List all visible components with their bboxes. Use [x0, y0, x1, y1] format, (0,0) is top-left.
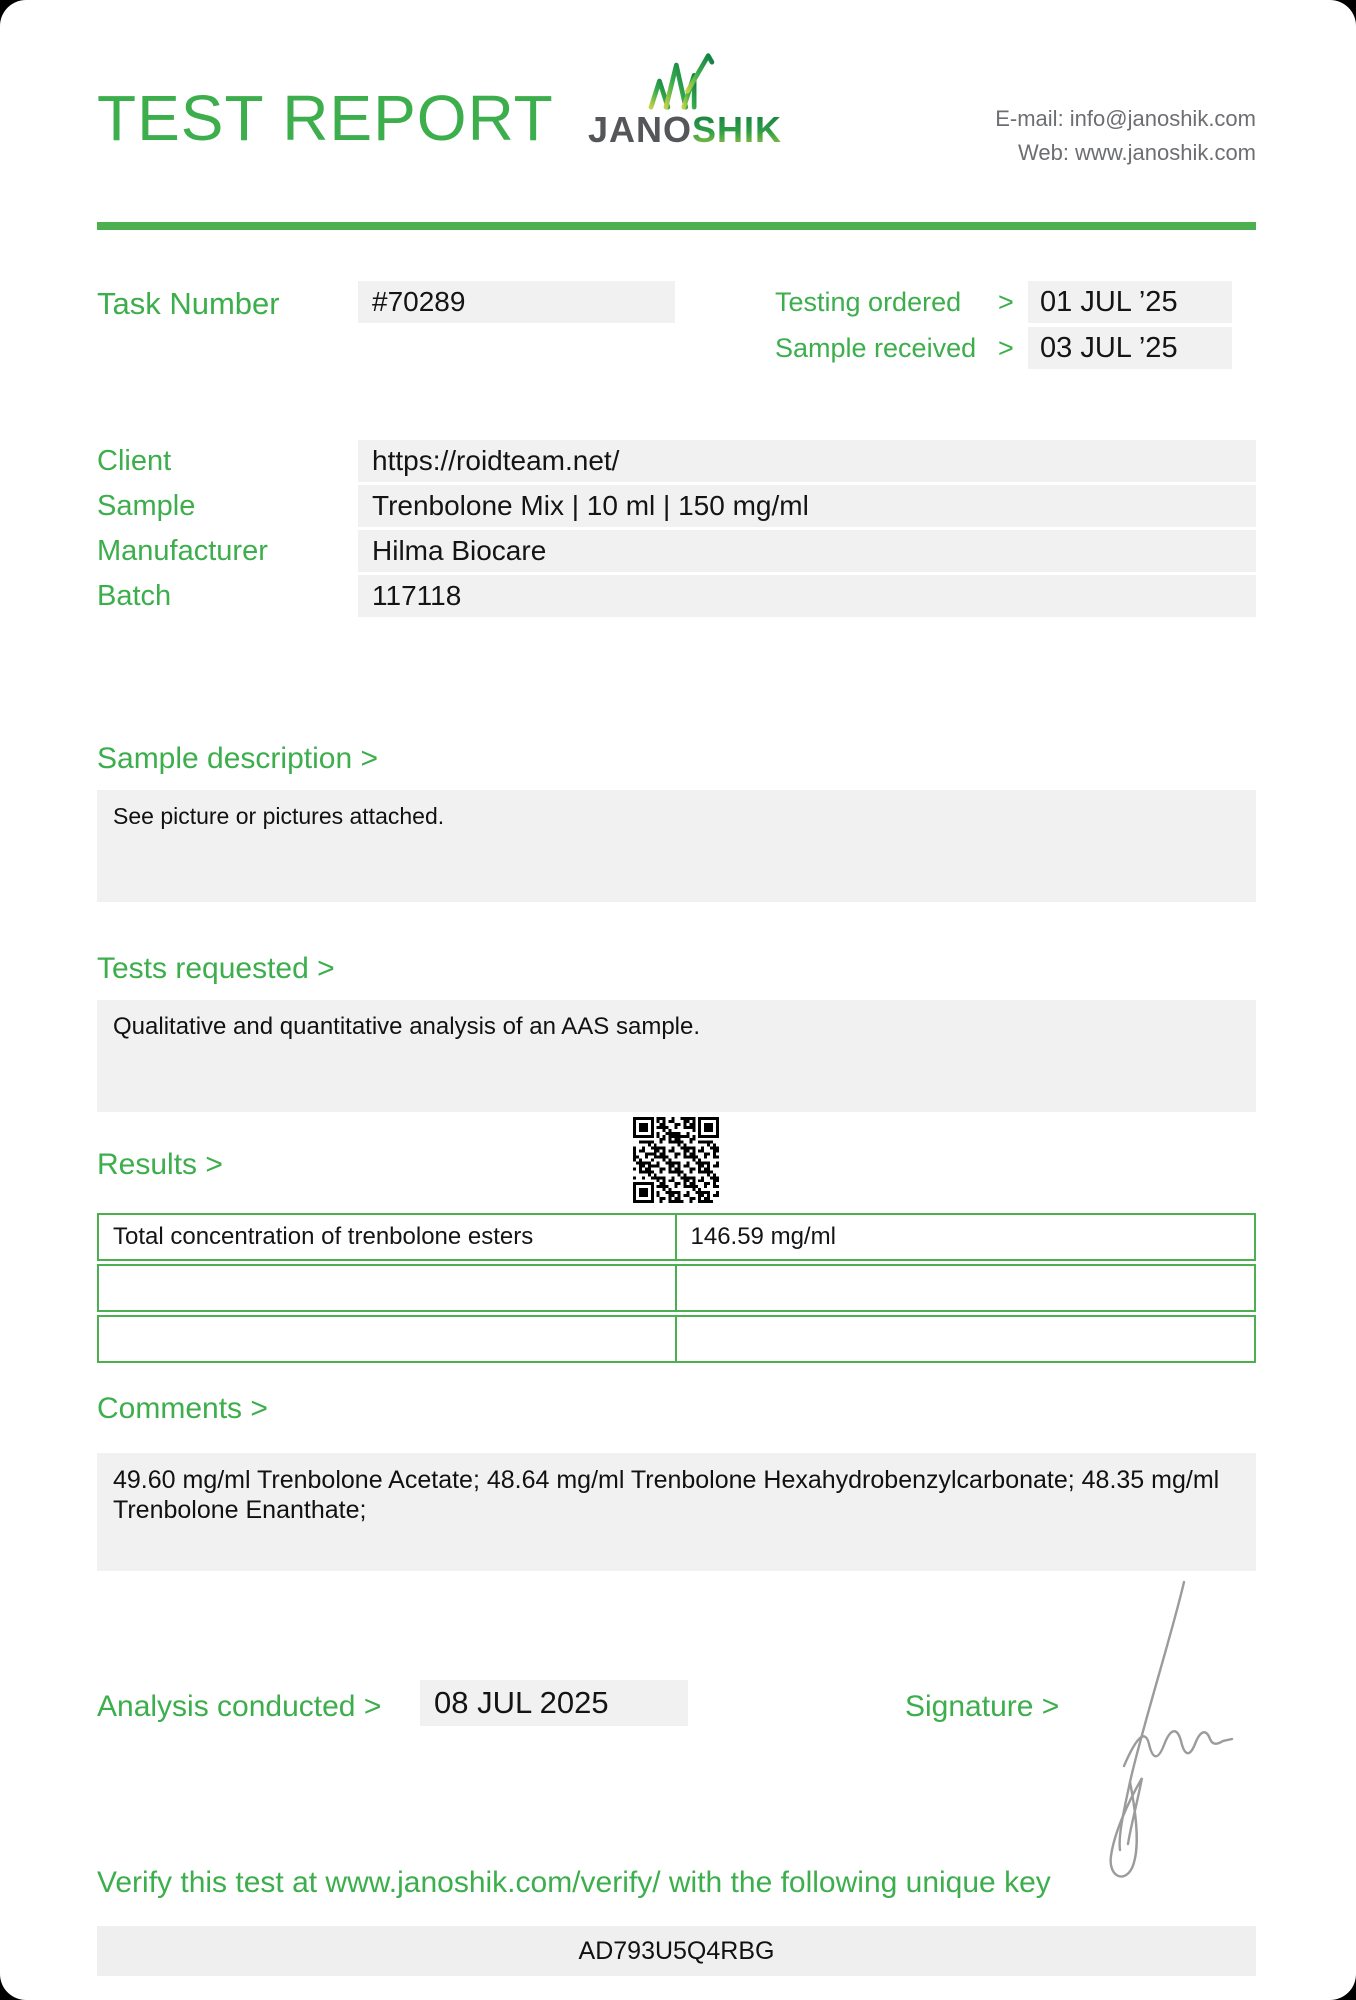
verify-instruction: Verify this test at www.janoshik.com/verify/ with the following unique key: [97, 1866, 1051, 1899]
janoshik-logo: [588, 50, 783, 150]
signature-scribble: [1080, 1568, 1275, 1878]
sample-received-arrow: >: [998, 333, 1014, 363]
testing-ordered-value: 01 JUL ’25: [1028, 281, 1232, 323]
tests-requested-heading: Tests requested >: [97, 952, 335, 985]
sample-description-heading: Sample description >: [97, 742, 378, 775]
result-name: [97, 1264, 677, 1312]
client-value: https://roidteam.net/: [358, 440, 1256, 482]
logo-text-shik: SHIK: [692, 109, 783, 150]
sample-received-label: Sample received: [775, 333, 977, 363]
analysis-conducted-value: 08 JUL 2025: [420, 1680, 688, 1726]
contact-info: [995, 102, 1256, 170]
results-heading: Results >: [97, 1148, 223, 1181]
results-row: [97, 1264, 1256, 1312]
analysis-conducted-label: Analysis conducted >: [97, 1690, 382, 1723]
logo-text-jano: JANO: [588, 109, 693, 150]
sample-value: Trenbolone Mix | 10 ml | 150 mg/ml: [358, 485, 1256, 527]
tests-requested-box: Qualitative and quantitative analysis of an AAS sample.: [97, 1000, 1256, 1112]
sample-label: Sample: [97, 490, 196, 522]
result-value: 146.59 mg/ml: [677, 1213, 1257, 1261]
sample-received-value: 03 JUL ’25: [1028, 327, 1232, 369]
header-divider: [97, 222, 1256, 230]
task-number-label: Task Number: [97, 286, 280, 321]
result-name: Total concentration of trenbolone esters: [97, 1213, 677, 1261]
task-number-value: #70289: [358, 281, 675, 323]
qr-code: [633, 1117, 719, 1203]
contact-web: Web: www.janoshik.com: [1017, 140, 1256, 166]
testing-ordered-arrow: >: [998, 287, 1014, 317]
batch-value: 117118: [358, 575, 1256, 617]
logo-wordmark: [588, 109, 783, 150]
verify-key: AD793U5Q4RBG: [97, 1926, 1256, 1976]
testing-ordered-label: Testing ordered: [775, 287, 962, 317]
results-row: [97, 1213, 1256, 1261]
manufacturer-value: Hilma Biocare: [358, 530, 1256, 572]
results-table: [97, 1210, 1256, 1366]
comments-heading: Comments >: [97, 1392, 268, 1425]
comments-box: 49.60 mg/ml Trenbolone Acetate; 48.64 mg/ml Trenbolone Hexahydrobenzylcarbonate; 48.35 mg/ml Trenbolone Enanthate;: [97, 1453, 1256, 1571]
client-label: Client: [97, 445, 172, 477]
manufacturer-label: Manufacturer: [97, 535, 268, 567]
result-value: [677, 1315, 1257, 1363]
growth-chart-icon: [641, 50, 721, 110]
results-row: [97, 1315, 1256, 1363]
batch-label: Batch: [97, 580, 172, 612]
contact-email: E-mail: info@janoshik.com: [995, 106, 1256, 131]
signature-label: Signature >: [905, 1690, 1060, 1723]
sample-description-box: See picture or pictures attached.: [97, 790, 1256, 902]
page-title: TEST REPORT: [97, 82, 554, 154]
result-name: [97, 1315, 677, 1363]
result-value: [677, 1264, 1257, 1312]
